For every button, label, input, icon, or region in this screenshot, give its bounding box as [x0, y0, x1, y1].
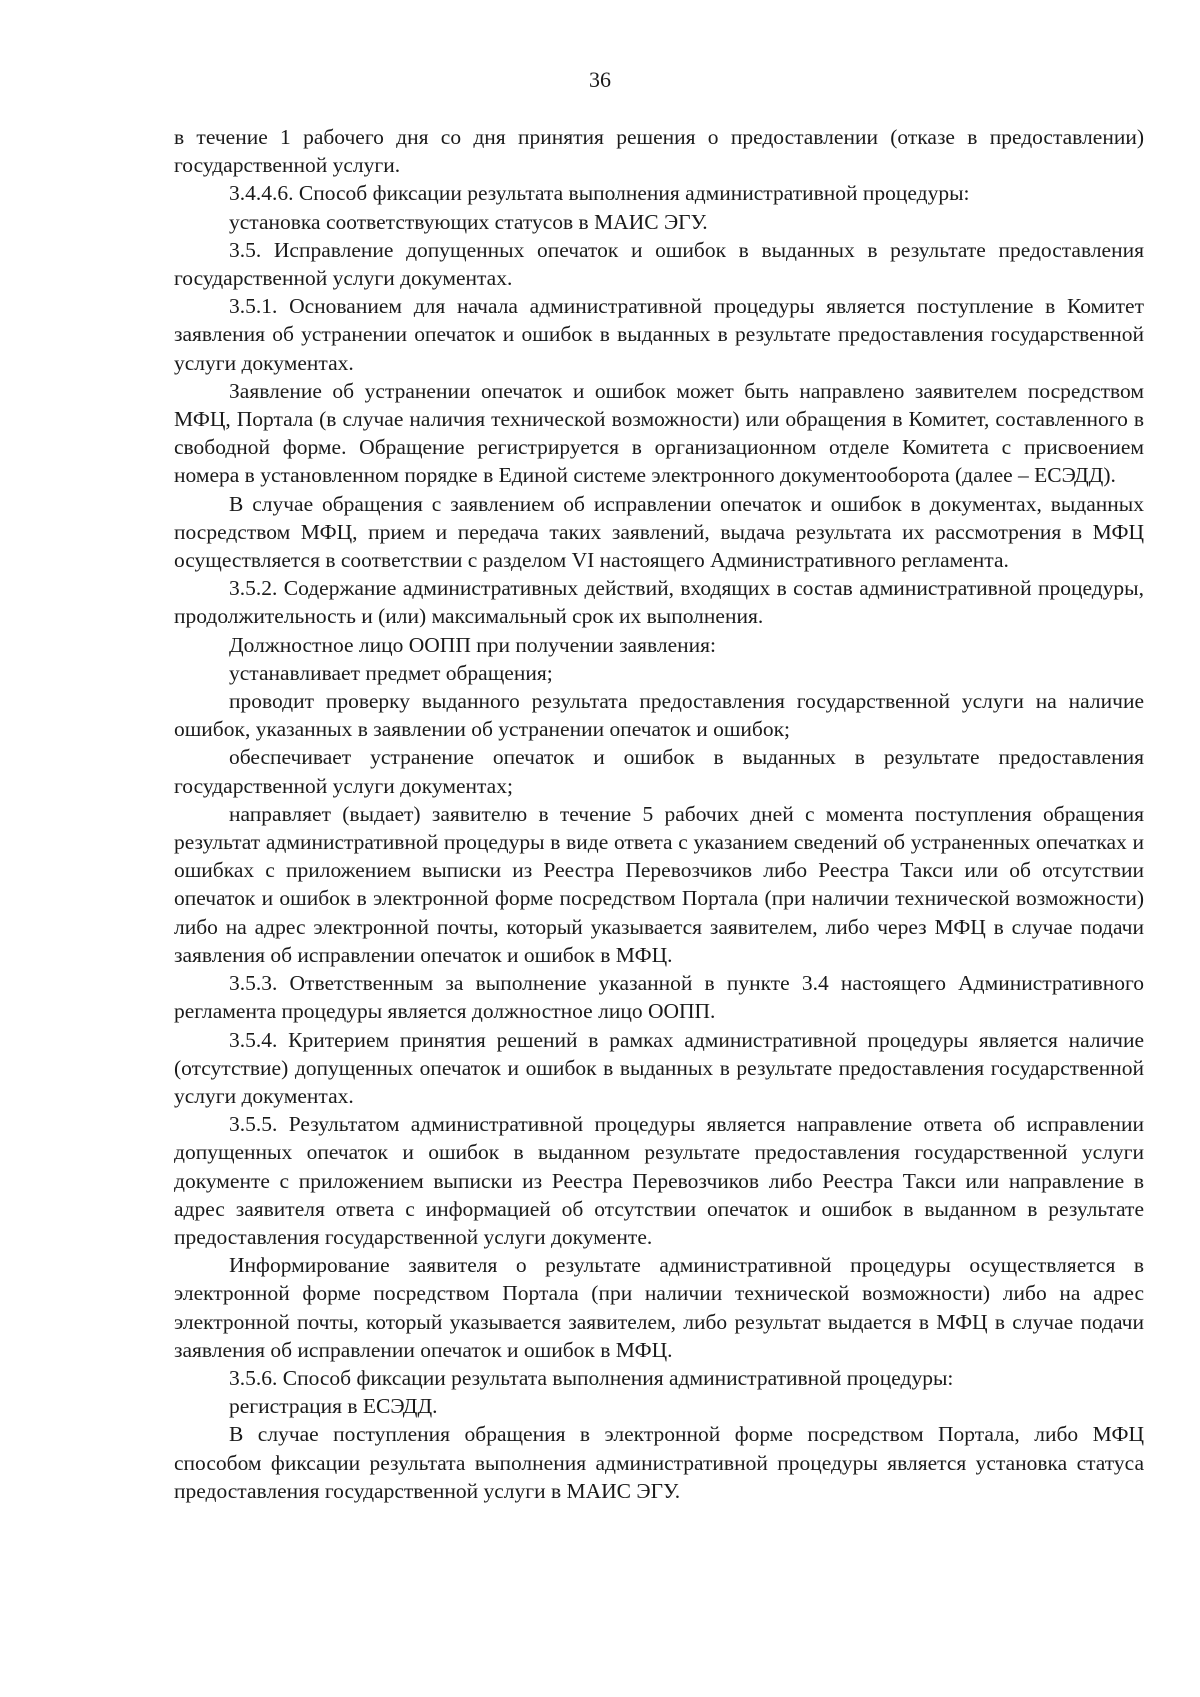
- paragraph: направляет (выдает) заявителю в течение 5 рабочих дней с момента поступления обращения результат административной процедуры в виде ответа с указанием сведений об устраненных опечатках и ошибках с приложением выписки из Реестра Перевозчиков либо Реестра Такси или об отсутствии опечаток и ошибок в электронной форме посредством Портала (при наличии технической возможности) либо на адрес электронной почты, который указывается заявителем, либо через МФЦ в случае подачи заявления об исправлении опечаток и ошибок в МФЦ.: [174, 801, 1144, 967]
- paragraph: 3.4.4.6. Способ фиксации результата выполнения административной процедуры:: [229, 181, 970, 206]
- paragraph: В случае обращения с заявлением об исправлении опечаток и ошибок в документах, выданных посредством МФЦ, прием и передача таких заявлений, выдача результата их рассмотрения в МФЦ осуществляется в соответствии с разделом VI настоящего Административного регламента.: [174, 491, 1144, 573]
- document-body: [174, 123, 1144, 1505]
- paragraph: устанавливает предмет обращения;: [229, 660, 553, 685]
- paragraph: 3.5.2. Содержание административных действий, входящих в состав административной процедуры, продолжительность и (или) максимальный срок их выполнения.: [174, 576, 1144, 629]
- paragraph: 3.5.1. Основанием для начала административной процедуры является поступление в Комитет заявления об устранении опечаток и ошибок в выданных в результате предоставления государственной услуги документах.: [174, 294, 1144, 375]
- page-number: 36: [589, 67, 611, 92]
- paragraph: обеспечивает устранение опечаток и ошибок в выданных в результате предоставления государственной услуги документах;: [174, 745, 1144, 798]
- paragraph: в течение 1 рабочего дня со дня принятия решения о предоставлении (отказе в предоставлении) государственной услуги.: [174, 125, 1144, 178]
- paragraph: регистрация в ЕСЭДД.: [229, 1394, 438, 1419]
- paragraph: 3.5.3. Ответственным за выполнение указанной в пункте 3.4 настоящего Административного регламента процедуры является должностное лицо ООПП.: [174, 971, 1144, 1024]
- paragraph: проводит проверку выданного результата предоставления государственной услуги на наличие ошибок, указанных в заявлении об устранении опечаток и ошибок;: [174, 689, 1144, 742]
- paragraph: 3.5. Исправление допущенных опечаток и ошибок в выданных в результате предоставления государственной услуги документах.: [174, 237, 1144, 291]
- paragraph: установка соответствующих статусов в МАИС ЭГУ.: [229, 209, 708, 234]
- paragraph: 3.5.4. Критерием принятия решений в рамках административной процедуры является наличие (отсутствие) допущенных опечаток и ошибок в выданных в результате предоставления государственной услуги документах.: [174, 1027, 1144, 1108]
- paragraph: 3.5.6. Способ фиксации результата выполнения административной процедуры:: [229, 1365, 954, 1390]
- paragraph: Заявление об устранении опечаток и ошибок может быть направлено заявителем посредством МФЦ, Портала (в случае наличия технической возможности) или обращения в Комитет, составленного в свободной форме. Обращение регистрируется в организационном отделе Комитета с присвоением номера в установленном порядке в Единой системе электронного документооборота (далее – ЕСЭДД).: [174, 378, 1144, 488]
- paragraph: 3.5.5. Результатом административной процедуры является направление ответа об исправлении допущенных опечаток и ошибок в выданном результате предоставления государственной услуги документе с приложением выписки из Реестра Перевозчиков либо Реестра Такси или направление в адрес заявителя ответа с информацией об отсутствии опечаток и ошибок в выданном в результате предоставления государственной услуги документе.: [174, 1112, 1144, 1249]
- paragraph: Информирование заявителя о результате административной процедуры осуществляется в электронной форме посредством Портала (при наличии технической возможности) либо на адрес электронной почты, который указывается заявителем, либо результат выдается в МФЦ в случае подачи заявления об исправлении опечаток и ошибок в МФЦ.: [174, 1253, 1144, 1362]
- paragraph: Должностное лицо ООПП при получении заявления:: [229, 632, 717, 657]
- paragraph: В случае поступления обращения в электронной форме посредством Портала, либо МФЦ способом фиксации результата выполнения административной процедуры является установка статуса предоставления государственной услуги в МАИС ЭГУ.: [174, 1422, 1144, 1503]
